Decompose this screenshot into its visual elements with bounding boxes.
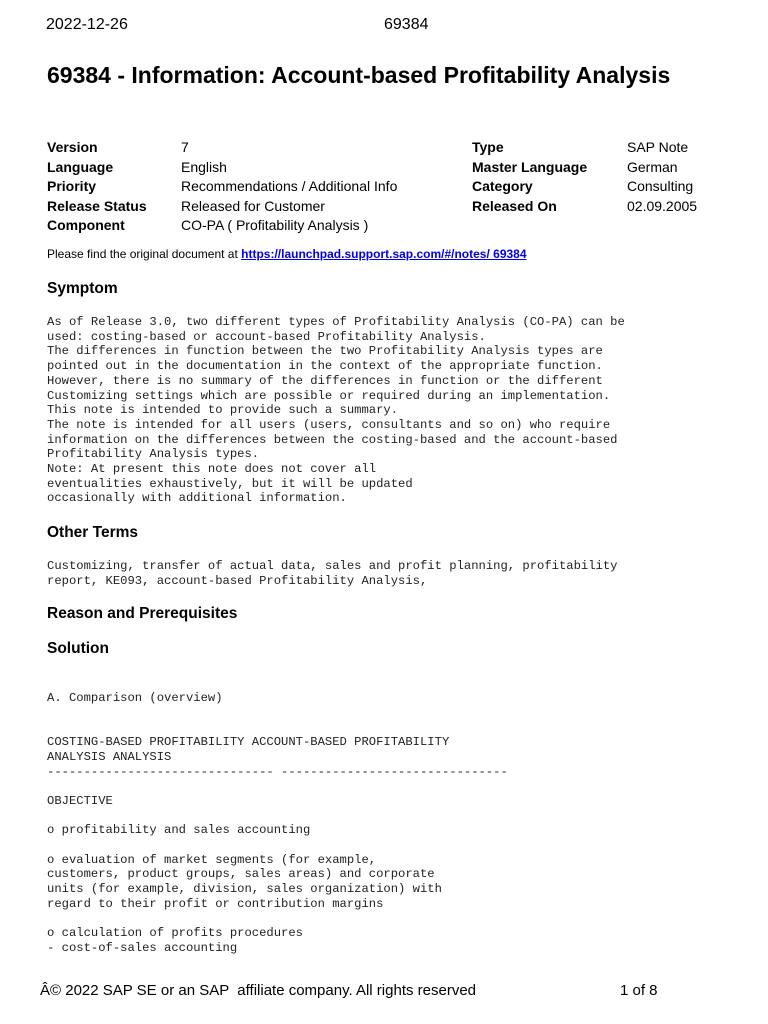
- meta-key: Language: [47, 158, 114, 175]
- header-note-number: 69384: [384, 16, 429, 33]
- meta-row-category: [472, 177, 697, 197]
- meta-key: Release Status: [47, 197, 147, 214]
- meta-value: Recommendations / Additional Info: [181, 178, 398, 194]
- meta-key: Released On: [472, 197, 557, 214]
- meta-value: 7: [181, 139, 189, 155]
- meta-value: English: [181, 158, 227, 175]
- metadata-right: [472, 138, 697, 216]
- section-heading-reason: Reason and Prerequisites: [47, 605, 238, 622]
- meta-key: Priority: [47, 178, 97, 194]
- meta-row-release-status: [47, 197, 397, 217]
- meta-key: Component: [47, 217, 125, 233]
- original-document-text: Please find the original document at: [47, 247, 242, 261]
- footer-copyright: Â© 2022 SAP SE or an SAP affiliate company. All rights reserved: [40, 982, 477, 999]
- meta-row-priority: [47, 177, 397, 197]
- footer-page-number: 1 of 8: [620, 982, 658, 999]
- meta-row-component: [47, 216, 397, 236]
- meta-value: CO-PA ( Profitability Analysis ): [181, 217, 369, 233]
- meta-row-version: [47, 138, 397, 158]
- section-heading-other-terms: Other Terms: [47, 524, 139, 541]
- meta-key: Category: [472, 178, 533, 194]
- other-terms-text: Customizing, transfer of actual data, sales and profit planning, profitability report, KE093, account-based Profitability Analysis,: [47, 559, 618, 588]
- meta-row-language: [47, 158, 397, 178]
- meta-key: Master Language: [472, 158, 588, 175]
- meta-value: Consulting: [627, 178, 694, 194]
- meta-value: German: [627, 158, 678, 175]
- solution-text: A. Comparison (overview) COSTING-BASED PROFITABILITY ACCOUNT-BASED PROFITABILITY ANALYSIS ANALYSIS ------------------------------- ------------------------------- OBJECTIVE o profitability and sales accounting o evaluation of market segments (for example, customers, product groups, sales areas) and corporate units (for example, division, sales organization) with regard to their profit or contribution margins o calculation of profits procedures - cost-of-sales accounting: [47, 691, 508, 955]
- meta-value: SAP Note: [627, 139, 689, 155]
- section-heading-symptom: Symptom: [47, 280, 118, 297]
- meta-value: 02.09.2005: [627, 197, 698, 214]
- meta-key: Type: [472, 139, 504, 155]
- meta-row-released-on: [472, 197, 697, 217]
- meta-key: Version: [47, 139, 98, 155]
- original-document-line: [47, 247, 527, 261]
- section-heading-solution: Solution: [47, 640, 109, 657]
- meta-value: Released for Customer: [181, 197, 325, 214]
- page-title: 69384 - Information: Account-based Profitability Analysis: [47, 62, 671, 88]
- symptom-text: As of Release 3.0, two different types of Profitability Analysis (CO-PA) can be used: costing-based or account-based Profitability Analysis. The differences in function between the two Profitability Analysis types are pointed out in the documentation in the context of the appropriate function. However, there is no summary of the differences in function or the different Customizing settings which are possible or required during an implementation. This note is intended to provide such a summary. The note is intended for all users (users, consultants and so on) who require information on the differences between the costing-based and the account-based Profitability Analysis types. Note: At present this note does not cover all eventualities exhaustively, but it will be updated occasionally with additional information.: [47, 315, 625, 506]
- original-document-link[interactable]: https://launchpad.support.sap.com/#/notes/ 69384: [241, 247, 527, 261]
- metadata-left: [47, 138, 397, 236]
- meta-row-type: [472, 138, 697, 158]
- meta-row-master-language: [472, 158, 697, 178]
- header-date: 2022-12-26: [46, 16, 128, 33]
